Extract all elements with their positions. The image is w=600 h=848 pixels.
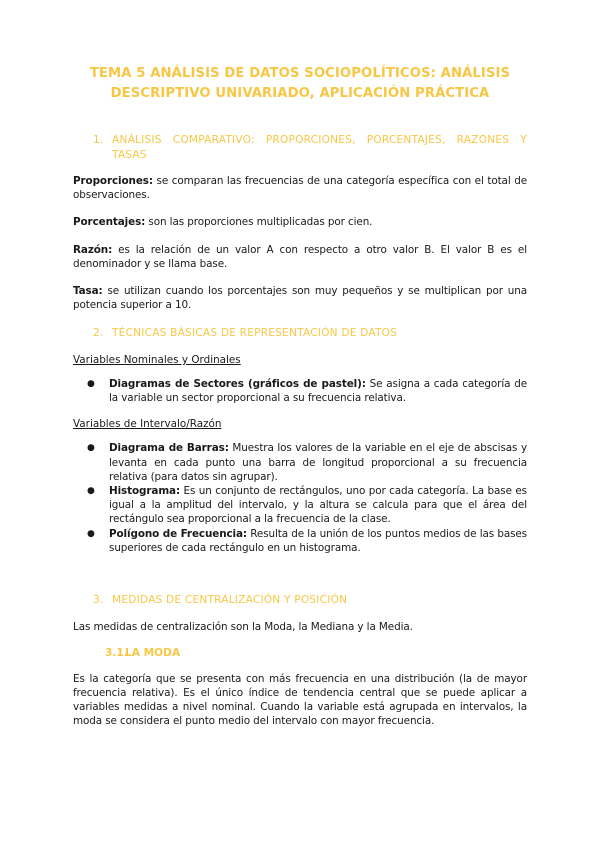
list-intervalo [73,441,527,555]
section-1-number: 1. [93,134,104,146]
section-1-title: ANÁLISIS COMPARATIVO: PROPORCIONES, PORCENTAJES, RAZONES Y TASAS [112,134,527,161]
term-tasa: Tasa: [73,285,103,298]
text-tasa: se utilizan cuando los porcentajes son muy pequeños y se multiplican por una potencia superior a 10. [73,285,527,312]
list-item [73,527,527,555]
term-diagrama-sectores: Diagramas de Sectores (gráficos de pastel): [109,377,366,390]
list-item [73,377,527,405]
term-razon: Razón: [73,243,113,256]
bullet-icon: ● [87,528,95,539]
list-item [73,484,527,527]
section-2-number: 2. [93,327,104,340]
subsection-3-1-number: 3.1. [105,646,128,659]
moda-paragraph: Es la categoría que se presenta con más frecuencia en una distribución (la de mayor frecuencia relativa). Es el único índice de tendencia central que se puede aplicar a variables medidas a nivel nominal. Cuando la variable está agrupada en intervalos, la moda se considera el punto medio del intervalo con mayor frecuencia. [73,672,527,728]
term-proporciones: Proporciones: [73,175,153,187]
text-proporciones: se comparan las frecuencias de una categoría específica con el total de observaciones. [73,175,527,202]
definition-tasa [73,284,527,312]
term-histograma: Histograma: [109,484,181,497]
text-poligono-frecuencia: Resulta de la unión de los puntos medios de las bases superiores de cada rectángulo en un histograma. [109,527,527,554]
term-poligono-frecuencia: Polígono de Frecuencia: [109,527,247,540]
bullet-icon: ● [87,378,95,389]
section-2-title: TÉCNICAS BÁSICAS DE REPRESENTACIÓN DE DATOS [112,327,398,340]
section-3-title: MEDIDAS DE CENTRALIZACIÓN Y POSICIÓN [112,593,348,606]
document-title: TEMA 5 ANÁLISIS DE DATOS SOCIOPOLÍTICOS: ANÁLISIS DESCRIPTIVO UNIVARIADO, APLICACIÓN PRÁCTICA [89,66,511,101]
section-3-heading [73,593,527,608]
bullet-icon: ● [87,485,95,496]
text-diagrama-sectores: Se asigna a cada categoría de la variable un sector proporcional a su frecuencia relativa. [109,377,527,405]
section-1-heading [73,133,527,162]
document-page [73,64,527,728]
term-porcentajes: Porcentajes: [73,216,146,229]
subheading-intervalo-razon: Variables de Intervalo/Razón [73,418,222,431]
text-razon: es la relación de un valor A con respecto a otro valor B. El valor B es el denominador y se llama base. [73,243,527,270]
definition-proporciones [73,174,527,202]
bullet-icon: ● [87,443,95,454]
subsection-3-1-title: LA MODA [125,646,181,659]
term-diagrama-barras: Diagrama de Barras: [109,442,229,455]
definition-razon [73,243,527,271]
subheading-nominales-ordinales: Variables Nominales y Ordinales [73,353,241,366]
list-nominales [73,377,527,405]
section-3-number: 3. [93,593,104,606]
list-item [73,441,527,484]
subsection-3-1-heading [73,646,527,660]
centralizacion-intro: Las medidas de centralización son la Moda, la Mediana y la Media. [73,621,413,634]
section-2-heading [73,326,527,341]
text-diagrama-barras: Muestra los valores de la variable en el eje de abscisas y levanta en cada punto una barra de longitud proporcional a su frecuencia relativa (para datos sin agrupar). [109,442,527,483]
text-histograma: Es un conjunto de rectángulos, uno por cada categoría. La base es igual a la amplitud del intervalo, y la altura se calcula para que el área del rectángulo sea proporcional a la frecuencia de la clase. [109,484,527,526]
text-porcentajes: son las proporciones multiplicadas por cien. [145,216,373,229]
definition-porcentajes [73,215,527,229]
